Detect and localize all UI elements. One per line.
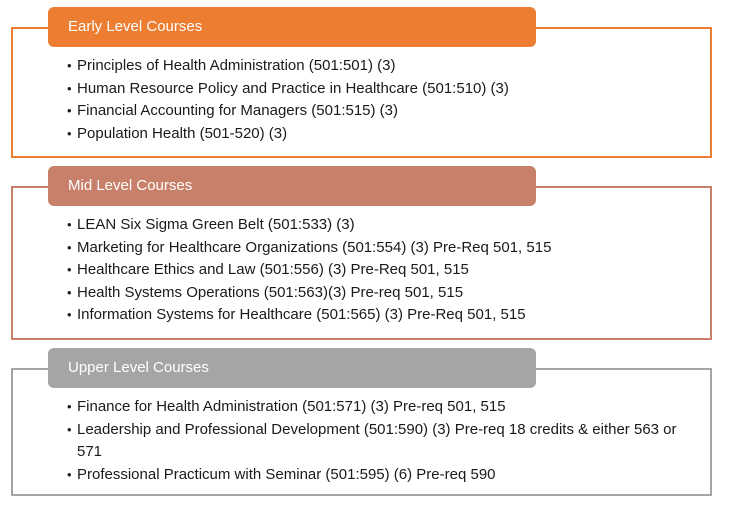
course-text: Principles of Health Administration (501:501) (3) [77,57,396,74]
course-text: Leadership and Professional Development (501:590) (3) Pre-req 18 credits & either 563 or 571 [77,420,677,460]
bullet-icon: • [67,262,72,277]
bullet-icon: • [67,307,72,322]
course-text: Marketing for Healthcare Organizations (501:554) (3) Pre-Req 501, 515 [77,238,552,256]
section-early-level-header: Early Level Courses [48,7,536,47]
course-item [67,396,687,419]
course-text: Information Systems for Healthcare (501:565) (3) Pre-Req 501, 515 [77,306,526,323]
course-text: LEAN Six Sigma Green Belt (501:533) (3) [77,216,355,233]
course-item [67,237,687,260]
course-text: Human Resource Policy and Practice in Healthcare (501:510) (3) [77,79,509,97]
course-text: Professional Practicum with Seminar (501:595) (6) Pre-req 590 [77,465,496,483]
bullet-icon: • [67,103,72,118]
course-item [67,55,687,78]
bullet-icon: • [67,217,72,232]
course-text: Population Health (501-520) (3) [77,124,288,142]
course-item [67,214,687,237]
course-item [67,304,687,327]
course-item [67,282,687,305]
mid-level-course-list [67,214,687,327]
bullet-icon: • [67,125,72,141]
bullet-icon: • [67,80,72,96]
early-level-course-list [67,55,687,145]
course-item [67,259,687,282]
course-text: Financial Accounting for Managers (501:515) (3) [77,102,399,119]
course-item [67,464,687,487]
bullet-icon: • [67,58,72,73]
upper-level-course-list [67,396,687,486]
course-item [67,78,687,101]
bullet-icon: • [67,284,72,300]
course-text: Finance for Health Administration (501:571) (3) Pre-req 501, 515 [77,398,506,415]
bullet-icon: • [67,466,72,482]
course-item [67,100,687,123]
section-mid-level-header: Mid Level Courses [48,166,536,206]
course-text: Healthcare Ethics and Law (501:556) (3) Pre-Req 501, 515 [77,261,469,278]
course-text: Health Systems Operations (501:563)(3) Pre-req 501, 515 [77,283,464,301]
bullet-icon: • [67,239,72,255]
bullet-icon: • [67,421,72,437]
section-upper-level-header: Upper Level Courses [48,348,536,388]
bullet-icon: • [67,399,72,414]
course-item [67,419,687,464]
course-item [67,123,687,146]
